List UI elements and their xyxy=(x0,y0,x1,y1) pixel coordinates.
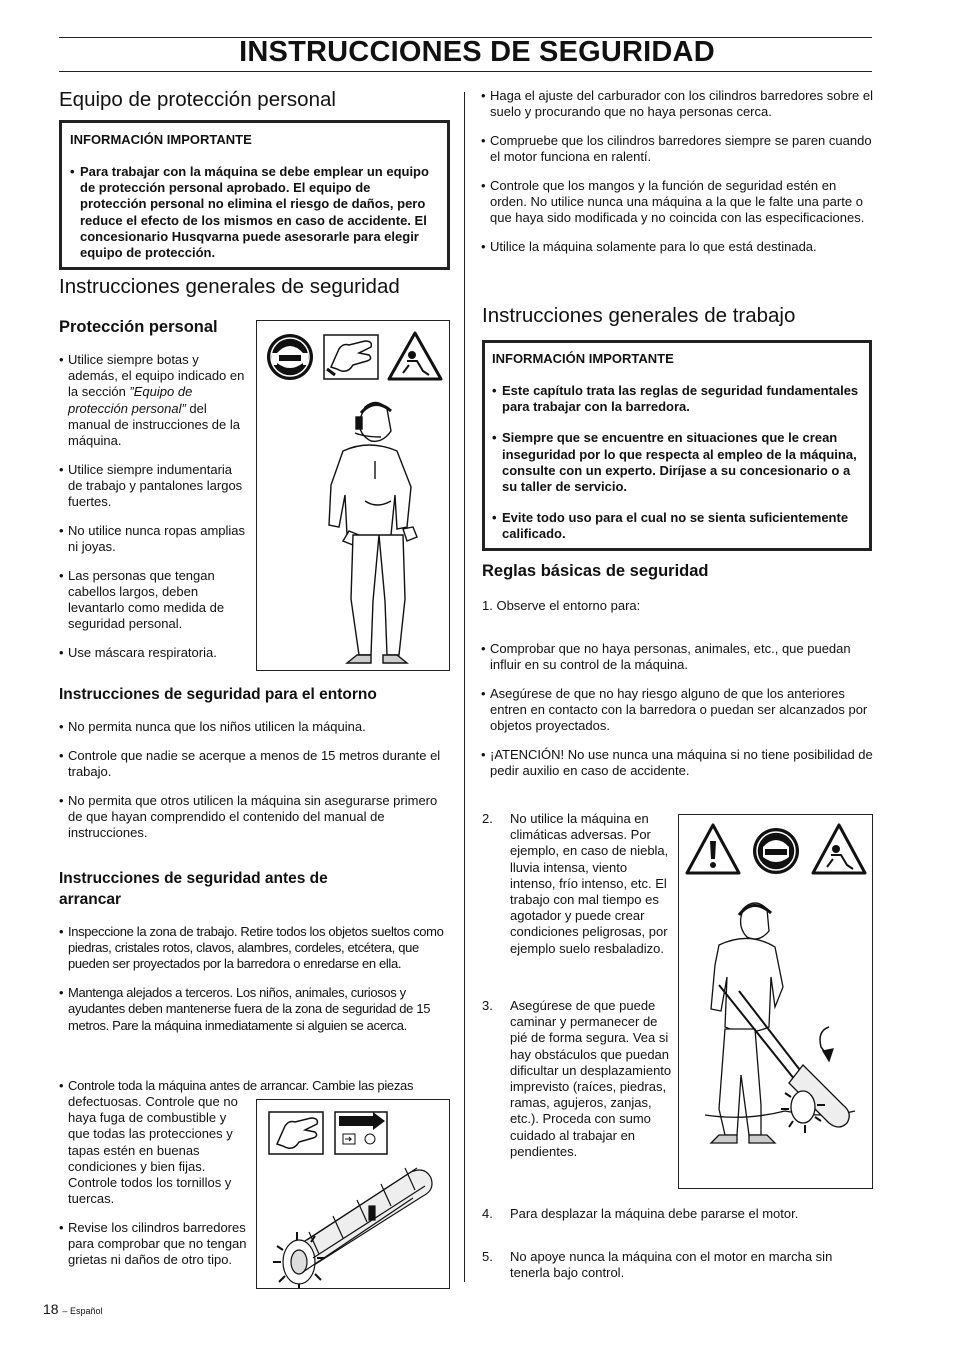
page-footer xyxy=(43,1301,103,1317)
list-item: • Controle que nadie se acerque a menos de 15 metros durante el trabajo. xyxy=(59,748,451,780)
protective-gear-figure xyxy=(256,320,450,671)
item-text: No apoye nunca la máquina con el motor en marcha sin tenerla bajo control. xyxy=(510,1249,833,1281)
list-item: • Utilice la máquina solamente para lo que está destinada. xyxy=(481,239,873,255)
exclamation-warning-icon xyxy=(687,825,739,873)
list-item: • Mantenga alejados a terceros. Los niños, animales, curiosos y ayudantes deben mantenerse fuera de la zona de seguridad de 15 metros. Pare la máquina inmediatamente si alguien se acerca. xyxy=(59,985,451,1034)
personal-list xyxy=(59,352,249,674)
numbered-item xyxy=(482,1249,874,1281)
list-text: Controle toda la máquina antes de arrancar. Cambie las piezas xyxy=(68,1078,414,1093)
start-heading: Instrucciones de seguridad antes de arrancar xyxy=(59,870,328,908)
list-text: Utilice siempre botas y además, el equipo indicado en la sección xyxy=(68,352,245,400)
operator-with-sweeper xyxy=(705,903,855,1143)
list-text: Revise los cilindros barredores para comprobar que no tengan grietas ni daños de otro tipo. xyxy=(68,1220,247,1268)
list-item: • No permita que otros utilicen la máquina sin asegurarse primero de que hayan comprendido el contenido del manual de instrucciones. xyxy=(59,793,451,842)
work-info-box xyxy=(482,340,872,551)
list-item: • Comprobar que no haya personas, animales, etc., que puedan influir en su control de la máquina. xyxy=(481,641,873,673)
ppe-heading: Equipo de protección personal xyxy=(59,88,336,111)
item-number: 5. xyxy=(482,1249,493,1264)
work-info-item: • Evite todo uso para el cual no se sienta suficientemente calificado. xyxy=(492,510,859,542)
ppe-info-title: INFORMACIÓN IMPORTANTE xyxy=(70,132,252,147)
list-item: • Inspeccione la zona de trabajo. Retire todos los objetos sueltos como piedras, cristales rotos, clavos, alambres, cordeles, etcétera, que pueden ser proyectados por la barredora o enredarse en ella. xyxy=(59,924,451,973)
rule1-list xyxy=(481,641,873,792)
item-text: Para desplazar la máquina debe pararse el motor. xyxy=(510,1206,799,1221)
page-number: 18 xyxy=(43,1301,59,1317)
item-number: 2. xyxy=(482,811,493,826)
rule3 xyxy=(482,998,672,1160)
item-text: Asegúrese de que puede caminar y permanecer de pié de forma segura. Vea si hay obstáculos que puedan dificultar un desplazamiento imprevisto (raíces, piedras, ramas, agujeros, zanjas, etc.). Proceda con sumo cuidado al trabajar en pendientes. xyxy=(510,998,672,1159)
item-number: 3. xyxy=(482,998,493,1013)
work-info-title: INFORMACIÓN IMPORTANTE xyxy=(492,351,674,366)
sweeper-cylinder-illustration xyxy=(273,1168,432,1288)
warning-triangle-icon xyxy=(813,825,865,873)
list-item: • ¡ATENCIÓN! No use nunca una máquina si no tiene posibilidad de pedir auxilio en caso de accidente. xyxy=(481,747,873,779)
sweeper-cylinder-figure xyxy=(256,1099,450,1289)
env-heading: Instrucciones de seguridad para el entorno xyxy=(59,686,377,703)
cylinders-item: • Revise los cilindros barredores para comprobar que no tengan grietas ni daños de otro tipo. xyxy=(59,1220,249,1269)
rules-heading: Reglas básicas de seguridad xyxy=(482,562,709,580)
glove-icon xyxy=(324,335,378,379)
list-item: • Asegúrese de que no hay riesgo alguno de que los anteriores entren en contacto con la barredora o puedan ser alcanzados por objetos proyectados. xyxy=(481,686,873,735)
ppe-info-box xyxy=(59,120,450,270)
list-item: • Utilice siempre indumentaria de trabajo y pantalones largos fuertes. xyxy=(59,462,249,511)
list-item: • Controle que los mangos y la función de seguridad estén en orden. No utilice nunca una máquina a la que le falte una parte o que haya sido modificada y no coincida con las especificaciones. xyxy=(481,178,873,227)
warning-triangle-icon xyxy=(389,333,441,379)
protective-helmet-icon xyxy=(753,828,799,874)
operator-figure xyxy=(329,402,417,663)
item-number: 4. xyxy=(482,1206,493,1221)
rule2 xyxy=(482,811,672,957)
general-heading: Instrucciones generales de seguridad xyxy=(59,275,400,298)
right-top-list xyxy=(481,88,873,268)
list-item: • No permita nunca que los niños utilicen la máquina. xyxy=(59,719,451,735)
numbered-item xyxy=(482,1206,874,1222)
list-item: • Compruebe que los cilindros barredores siempre se paren cuando el motor funciona en ralentí. xyxy=(481,133,873,165)
rule5 xyxy=(482,1249,874,1281)
numbered-item xyxy=(482,998,672,1160)
env-list xyxy=(59,719,451,854)
list-item: • Haga el ajuste del carburador con los cilindros barredores sobre el suelo y procurando que no haya personas cerca. xyxy=(481,88,873,120)
item-text: No utilice la máquina en climáticas adversas. Por ejemplo, en caso de niebla, lluvia intensa, viento intenso, frío intenso, etc. El trabajo con mal tiempo es agotador y puede crear condiciones peligrosas, por ejemplo suelo resbaladizo. xyxy=(510,811,669,956)
rule4 xyxy=(482,1206,874,1222)
personal-heading: Protección personal xyxy=(59,318,218,336)
list-item: • Las personas que tengan cabellos largos, deben levantarlo como medida de seguridad personal. xyxy=(59,568,249,633)
page-title: INSTRUCCIONES DE SEGURIDAD xyxy=(239,36,715,68)
control-item-rest: defectuosas. Controle que no haya fuga de combustible y que todas las protecciones y tapas estén en buenas condiciones y bien fijas. Controle todos los tornillos y tuercas. xyxy=(68,1094,238,1207)
title-rule xyxy=(59,71,872,72)
work-info-item: • Siempre que se encuentre en situaciones que le crean inseguridad por lo que respecta al empleo de la máquina, consulte con un experto. Diríjase a su concesionario o a su taller de servicio. xyxy=(492,430,859,495)
list-item: • No utilice nunca ropas amplias ni joyas. xyxy=(59,523,249,555)
footer-language: – Español xyxy=(62,1306,103,1316)
inspection-arrow-icon xyxy=(335,1112,387,1154)
work-heading: Instrucciones generales de trabajo xyxy=(482,304,796,327)
operator-sweeping-figure xyxy=(678,814,873,1189)
list-text: del manual de instrucciones de la máquina. xyxy=(68,400,240,449)
protective-helmet-icon xyxy=(267,334,313,380)
rule1-intro: 1. Observe el entorno para: xyxy=(482,598,641,613)
glove-icon xyxy=(269,1112,323,1154)
list-text-italic: ”Equipo de protección personal” xyxy=(68,384,193,416)
start-list xyxy=(59,924,451,1046)
list-item xyxy=(59,352,249,449)
numbered-item xyxy=(482,811,672,957)
list-item: • Use máscara respiratoria. xyxy=(59,645,249,661)
work-info-item: • Este capítulo trata las reglas de seguridad fundamentales para trabajar con la barredora. xyxy=(492,383,859,415)
column-divider xyxy=(464,92,465,1282)
ppe-info-item: • Para trabajar con la máquina se debe emplear un equipo de protección personal aprobado. El equipo de protección personal no elimina el riesgo de daños, pero reduce el efecto de los mismos en caso de accidente. El concesionario Husqvarna puede asesorarle para elegir equipo de protección. xyxy=(70,164,437,261)
